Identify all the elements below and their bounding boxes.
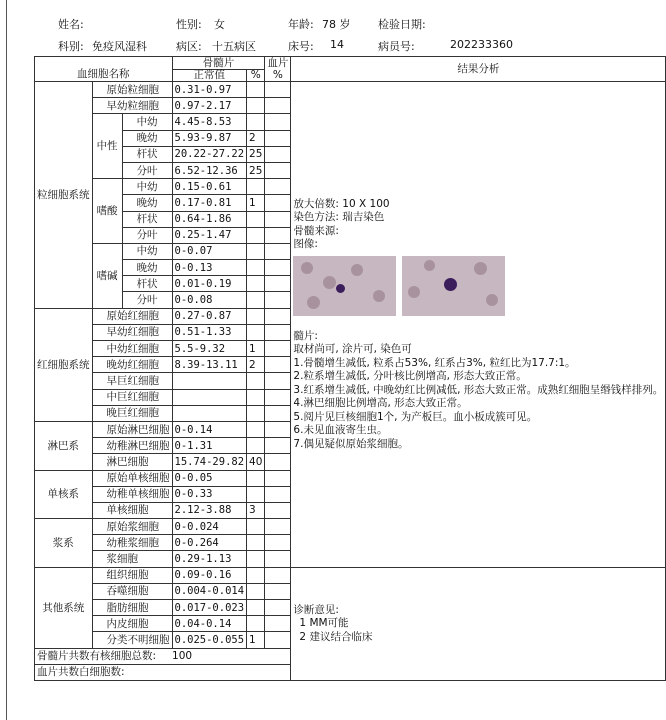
cell-name-header: 血细胞名称 [35, 57, 173, 82]
normal-value: 8.39-13.11 [172, 357, 247, 373]
cell-name: 幼稚淋巴细胞 [92, 438, 172, 454]
cell-name: 原始粒细胞 [92, 82, 172, 98]
cell-name: 晚幼 [122, 195, 172, 211]
subgroup-label: 嗜碱 [92, 243, 122, 308]
micrograph-row [293, 256, 663, 316]
cell-name: 中幼红细胞 [92, 341, 172, 357]
blood-percent [265, 146, 291, 162]
normal-value: 0-0.05 [172, 470, 247, 486]
marrow-percent [247, 179, 265, 195]
marrow-percent: 2 [247, 357, 265, 373]
group-label: 浆系 [35, 519, 93, 568]
finding-line: 3.红系增生减低, 中晚幼红比例减低, 形态大致正常。成熟红细胞呈缗钱样排列。 [293, 383, 664, 396]
ward-value: 十五病区 [212, 40, 256, 53]
normal-value: 0-0.13 [172, 260, 247, 276]
marrow-percent: 25 [247, 162, 265, 178]
blood-percent [265, 373, 291, 389]
blood-percent [265, 324, 291, 340]
cell-name: 吞噬细胞 [92, 583, 172, 599]
marrow-percent [247, 405, 265, 421]
cell-name: 晚幼 [122, 260, 172, 276]
age-label: 年龄: [288, 18, 314, 31]
marrow-report-table [34, 56, 666, 681]
cell-name: 分叶 [122, 162, 172, 178]
blood-percent [265, 357, 291, 373]
marrow-percent [247, 227, 265, 243]
marrow-percent: 1 [247, 341, 265, 357]
normal-value: 0.25-1.47 [172, 227, 247, 243]
cell-name: 幼稚单核细胞 [92, 486, 172, 502]
gender-value: 女 [214, 18, 225, 31]
cell-name: 杆状 [122, 146, 172, 162]
blood-percent [265, 162, 291, 178]
cell-name: 早幼粒细胞 [92, 98, 172, 114]
dept-label: 科别: [58, 40, 84, 53]
subgroup-label: 嗜酸 [92, 179, 122, 244]
finding-line: 6.未见血液寄生虫。 [293, 424, 388, 437]
blood-percent [265, 535, 291, 551]
cell-name: 中幼 [122, 179, 172, 195]
cell-name: 浆细胞 [92, 551, 172, 567]
cell-name: 原始单核细胞 [92, 470, 172, 486]
gender-label: 性别: [176, 18, 202, 31]
dept-value: 免疫风湿科 [92, 40, 147, 53]
marrow-percent [247, 438, 265, 454]
finding-line: 1.骨髓增生减低, 粒系占53%, 红系占3%, 粒红比为17.7:1。 [293, 356, 576, 369]
result-analysis [291, 82, 666, 568]
marrow-percent [247, 373, 265, 389]
blood-header [265, 57, 291, 82]
normal-value: 5.5-9.32 [172, 341, 247, 357]
blood-percent [265, 130, 291, 146]
diagnosis-cell [291, 567, 666, 680]
blood-percent [265, 276, 291, 292]
marrow-findings-title: 髓片: [293, 329, 318, 342]
marrow-percent [247, 308, 265, 324]
bed-label: 床号: [288, 40, 314, 53]
blood-percent [265, 567, 291, 583]
marrow-percent [247, 276, 265, 292]
stain-method-text: 染色方法: 瑞吉染色 [293, 211, 385, 224]
case-label: 病员号: [378, 40, 415, 53]
cell-name: 杆状 [122, 276, 172, 292]
blood-total-label: 血片共数白细胞数: [37, 666, 125, 679]
normal-value: 0.017-0.023 [172, 600, 247, 616]
blood-percent [265, 486, 291, 502]
blood-percent [265, 260, 291, 276]
marrow-percent [247, 519, 265, 535]
blood-percent [265, 227, 291, 243]
blood-percent [265, 519, 291, 535]
marrow-percent [247, 616, 265, 632]
name-label: 姓名: [58, 18, 84, 31]
cell-name: 中巨红细胞 [92, 389, 172, 405]
cell-name: 晚巨红细胞 [92, 405, 172, 421]
marrow-percent: 1 [247, 632, 265, 648]
marrow-percent [247, 211, 265, 227]
cell-name: 早幼红细胞 [92, 324, 172, 340]
marrow-total-cell [35, 648, 291, 664]
marrow-percent [247, 114, 265, 130]
cell-name: 淋巴细胞 [92, 454, 172, 470]
blood-percent [265, 405, 291, 421]
blood-percent [265, 243, 291, 259]
blood-percent [265, 98, 291, 114]
normal-value: 0-0.33 [172, 486, 247, 502]
blood-percent [265, 583, 291, 599]
blood-percent [265, 616, 291, 632]
table-row [35, 82, 666, 98]
marrow-percent [247, 292, 265, 308]
cell-name: 原始浆细胞 [92, 519, 172, 535]
blood-header-label: 血片 [267, 57, 289, 69]
marrow-percent: 25 [247, 146, 265, 162]
test-date-label: 检验日期: [378, 18, 426, 31]
normal-value: 0.29-1.13 [172, 551, 247, 567]
micrograph-1 [293, 256, 396, 316]
marrow-percent [247, 421, 265, 437]
normal-value: 15.74-29.82 [172, 454, 247, 470]
normal-value: 6.52-12.36 [172, 162, 247, 178]
age-value: 78 岁 [322, 18, 351, 31]
marrow-percent [247, 600, 265, 616]
cell-name: 早巨红细胞 [92, 373, 172, 389]
group-label: 淋巴系 [35, 421, 93, 470]
marrow-percent [247, 486, 265, 502]
normal-value: 0.025-0.055 [172, 632, 247, 648]
cell-name: 原始红细胞 [92, 308, 172, 324]
blood-percent [265, 600, 291, 616]
case-value: 202233360 [450, 38, 513, 51]
table-row [35, 567, 666, 583]
ward-label: 病区: [176, 40, 202, 53]
cell-name: 杆状 [122, 211, 172, 227]
normal-value: 0-0.07 [172, 243, 247, 259]
cell-name: 分叶 [122, 227, 172, 243]
diagnosis-block [293, 604, 663, 645]
diagnosis-line: 2 建议结合临床 [299, 630, 373, 643]
blood-percent [265, 502, 291, 518]
marrow-percent [247, 567, 265, 583]
group-label: 其他系统 [35, 567, 93, 648]
blood-total-cell [35, 664, 291, 680]
finding-line: 7.偶见疑似原始浆细胞。 [293, 437, 409, 450]
marrow-percent: 40 [247, 454, 265, 470]
normal-value: 0.15-0.61 [172, 179, 247, 195]
blood-percent [265, 438, 291, 454]
blood-percent [265, 389, 291, 405]
group-label: 单核系 [35, 470, 93, 519]
normal-value: 0.31-0.97 [172, 82, 247, 98]
diagnosis-label: 诊断意见: [293, 603, 339, 616]
normal-value: 0-0.024 [172, 519, 247, 535]
analysis-upper [293, 198, 663, 452]
marrow-percent [247, 389, 265, 405]
blood-percent [265, 179, 291, 195]
normal-value: 5.93-9.87 [172, 130, 247, 146]
finding-line: 4.淋巴细胞比例增高, 形态大致正常。 [293, 397, 468, 410]
normal-value [172, 405, 247, 421]
blood-percent [265, 211, 291, 227]
normal-value: 0.64-1.86 [172, 211, 247, 227]
marrow-percent [247, 243, 265, 259]
result-header: 结果分析 [291, 57, 666, 82]
diagnosis-line: 1 MM可能 [299, 617, 349, 630]
cell-name: 幼稚浆细胞 [92, 535, 172, 551]
normal-value: 0.004-0.014 [172, 583, 247, 599]
blood-percent [265, 421, 291, 437]
subgroup-label: 中性 [92, 114, 122, 179]
normal-value: 0.51-1.33 [172, 324, 247, 340]
finding-line: 2.粒系增生减低, 分叶核比例增高, 形态大致正常。 [293, 370, 527, 383]
marrow-percent [247, 324, 265, 340]
left-margin-line [6, 0, 7, 720]
blood-percent-header: % [272, 69, 283, 81]
marrow-percent [247, 260, 265, 276]
normal-value: 0-1.31 [172, 438, 247, 454]
marrow-percent [247, 470, 265, 486]
cell-name: 中幼 [122, 243, 172, 259]
marrow-percent [247, 98, 265, 114]
cell-name: 内皮细胞 [92, 616, 172, 632]
marrow-percent [247, 535, 265, 551]
bed-value: 14 [330, 38, 344, 51]
cell-name: 原始淋巴细胞 [92, 421, 172, 437]
marrow-percent [247, 551, 265, 567]
blood-percent [265, 308, 291, 324]
normal-value: 0.09-0.16 [172, 567, 247, 583]
marrow-header: 骨髓片 [172, 57, 265, 70]
normal-value: 0.17-0.81 [172, 195, 247, 211]
normal-value: 0.04-0.14 [172, 616, 247, 632]
blood-percent [265, 195, 291, 211]
normal-value: 0.97-2.17 [172, 98, 247, 114]
report-table-body [35, 57, 666, 681]
percent-header: % [247, 69, 265, 82]
image-label: 图像: [293, 238, 318, 251]
cell-name: 单核细胞 [92, 502, 172, 518]
blood-percent [265, 114, 291, 130]
finding-line: 取材尚可, 涂片可, 染色可 [293, 343, 412, 356]
normal-value [172, 373, 247, 389]
marrow-total-label: 骨髓片共数有核细胞总数: [37, 650, 157, 663]
marrow-percent: 3 [247, 502, 265, 518]
normal-value [172, 389, 247, 405]
blood-percent [265, 551, 291, 567]
group-label: 红细胞系统 [35, 308, 93, 421]
marrow-source-text: 骨髓来源: [293, 224, 339, 237]
cell-name: 分叶 [122, 292, 172, 308]
marrow-findings-list [293, 343, 663, 451]
normal-value: 0.01-0.19 [172, 276, 247, 292]
magnification-text: 放大倍数: 10 X 100 [293, 197, 390, 210]
blood-percent [265, 292, 291, 308]
cell-name: 脂肪细胞 [92, 600, 172, 616]
normal-value: 0-0.264 [172, 535, 247, 551]
cell-name: 分类不明细胞 [92, 632, 172, 648]
micrograph-2 [402, 256, 505, 316]
normal-header: 正常值 [172, 69, 247, 82]
normal-value: 4.45-8.53 [172, 114, 247, 130]
cell-name: 晚幼 [122, 130, 172, 146]
normal-value: 2.12-3.88 [172, 502, 247, 518]
blood-percent [265, 470, 291, 486]
normal-value: 0-0.08 [172, 292, 247, 308]
cell-name: 中幼 [122, 114, 172, 130]
marrow-total-value: 100 [172, 650, 193, 663]
cell-name: 晚幼红细胞 [92, 357, 172, 373]
group-label: 粒细胞系统 [35, 82, 93, 309]
finding-line: 5.阅片见巨核细胞1个, 为产板巨。血小板成簇可见。 [293, 410, 538, 423]
blood-percent [265, 82, 291, 98]
normal-value: 0.27-0.87 [172, 308, 247, 324]
marrow-percent: 2 [247, 130, 265, 146]
blood-percent [265, 632, 291, 648]
blood-percent [265, 341, 291, 357]
normal-value: 20.22-27.22 [172, 146, 247, 162]
marrow-percent [247, 82, 265, 98]
marrow-percent [247, 583, 265, 599]
marrow-percent: 1 [247, 195, 265, 211]
blood-percent [265, 454, 291, 470]
normal-value: 0-0.14 [172, 421, 247, 437]
cell-name: 组织细胞 [92, 567, 172, 583]
